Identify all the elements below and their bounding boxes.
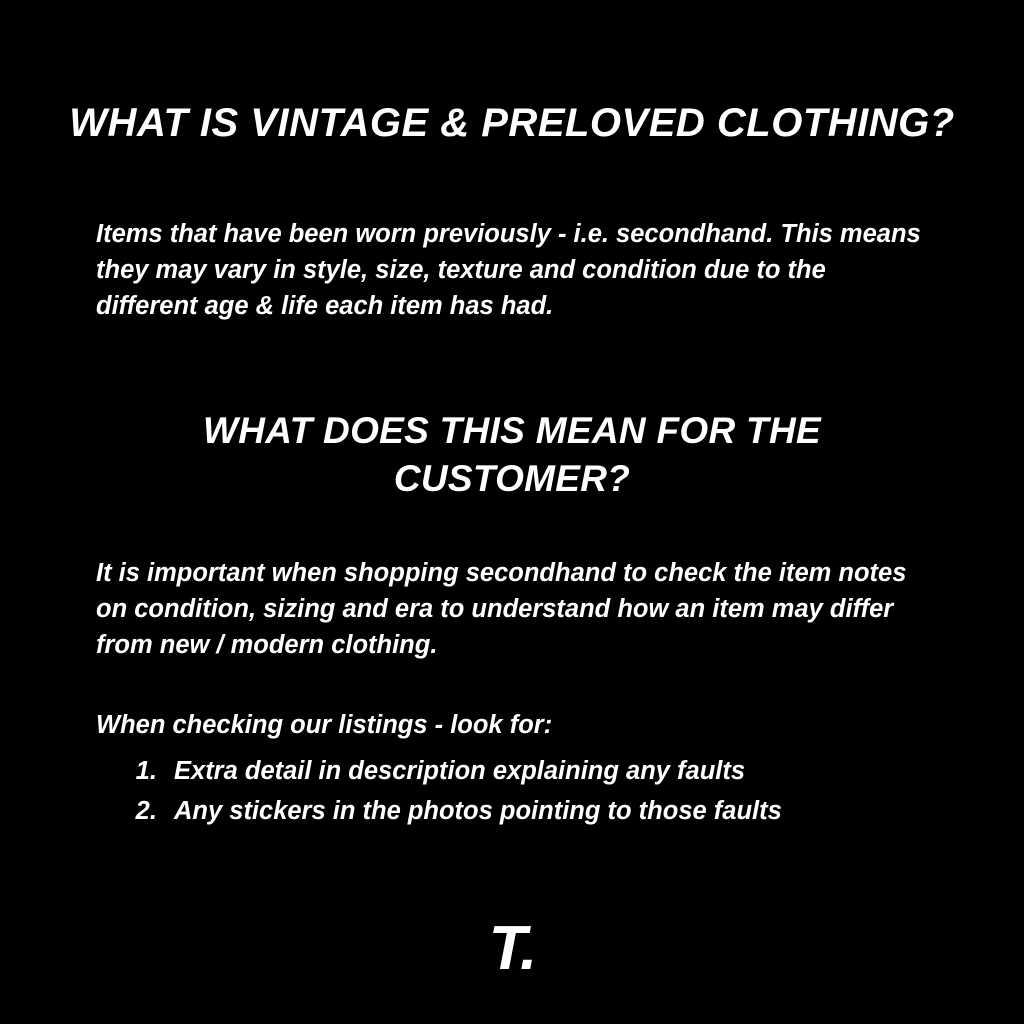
checklist — [118, 752, 994, 831]
list-item: 1. Extra detail in description explaining any faults — [164, 752, 994, 792]
brand-logo: T. — [488, 914, 536, 983]
page-title: WHAT IS VINTAGE & PRELOVED CLOTHING? — [69, 100, 955, 145]
paragraph-guidance: It is important when shopping secondhand to check the item notes on condition, sizing and era to understand how an item may differ from new / modern clothing. — [96, 558, 907, 660]
paragraph-definition: Items that have been worn previously - i.e. secondhand. This means they may vary in style, size, texture and condition due to the different age & life each item has had. — [96, 219, 921, 321]
list-item: 2. Any stickers in the photos pointing to those faults — [164, 792, 994, 832]
section-heading-customer: WHAT DOES THIS MEAN FOR THE CUSTOMER? — [203, 409, 821, 499]
paragraph-lookfor: When checking our listings - look for: — [96, 710, 553, 739]
